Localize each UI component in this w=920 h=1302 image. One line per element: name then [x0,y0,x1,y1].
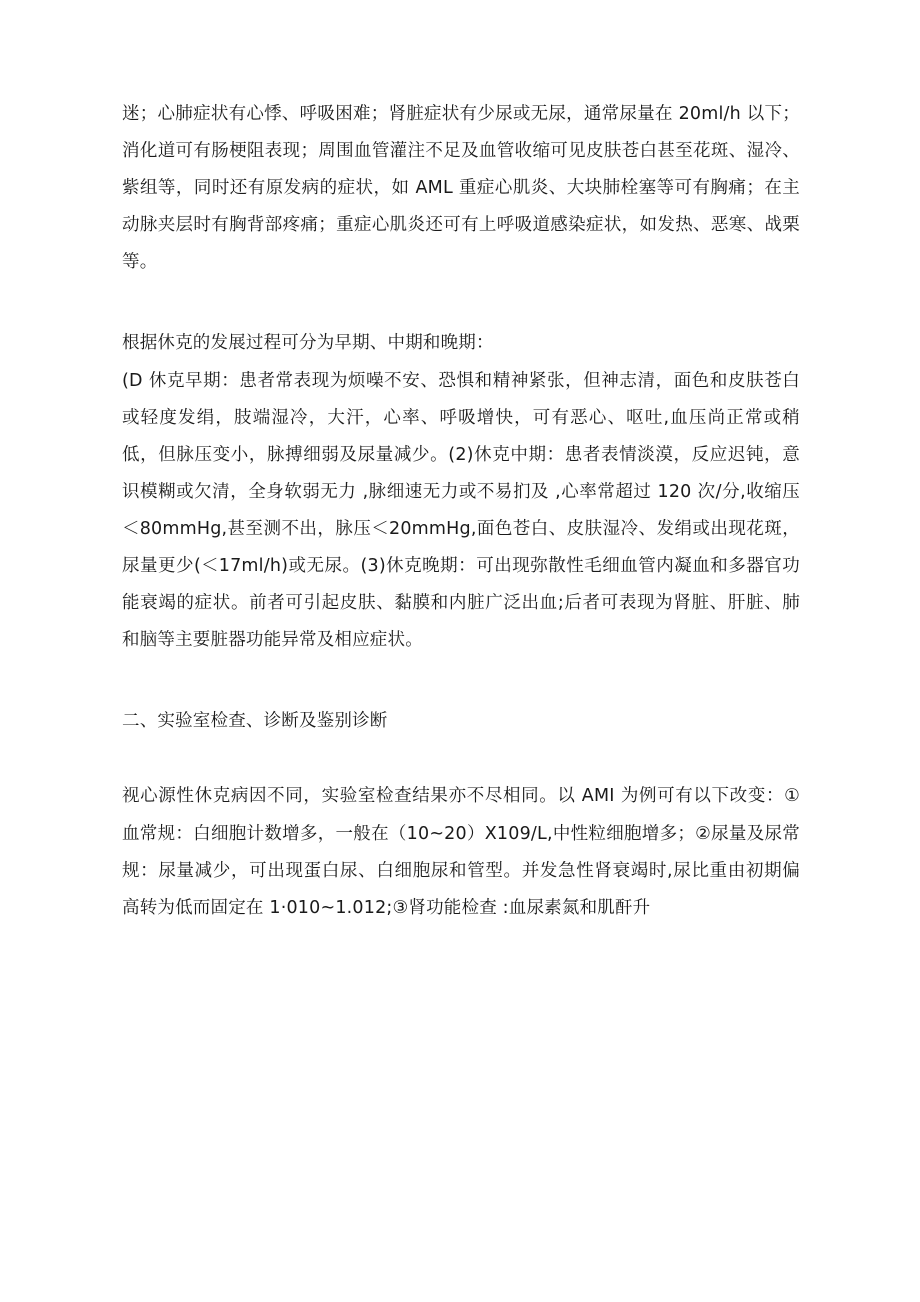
section-heading-lab-diagnosis: 二、实验室检查、诊断及鉴别诊断 [122,711,388,732]
heading-spacer [122,740,800,778]
paragraph-shock-stages-intro: 根据休克的发展过程可分为早期、中期和晚期： [122,333,494,354]
paragraph-lab-findings: 视心源性休克病因不同，实验室检查结果亦不尽相同。以 AMI 为例可有以下改变：①血常规：白细胞计数增多，一般在（10~20）X109/L,中性粒细胞增多；②尿量及尿常规：尿量减少，可出现蛋白尿、白细胞尿和管型。并发急性肾衰竭时,尿比重由初期偏高转为低而固定在 1·010~1.012;③肾功能检查 :血尿素氮和肌酐升 [122,786,800,918]
document-body [122,96,800,927]
paragraph-shock-stages-detail: (D 休克早期：患者常表现为烦噪不安、恐惧和精神紧张，但神志清，面色和皮肤苍白或轻度发绢，肢端湿冷，大汗，心率、呼吸增快，可有恶心、呕吐,血压尚正常或稍低，但脉压变小，脉搏细弱及尿量减少。(2)休克中期：患者表情淡漠，反应迟钝，意识模糊或欠清，全身软弱无力 ,脉细速无力或不易扪及 ,心率常超过 120 次/分,收缩压＜80mmHg,甚至测不出，脉压＜20mmHg,面色苍白、皮肤湿冷、发绢或出现花斑，尿量更少(＜17ml/h)或无尿。(3)休克晚期：可出现弥散性毛细血管内凝血和多器官功能衰竭的症状。前者可引起皮肤、黏膜和内脏广泛出血;后者可表现为肾脏、肝脏、肺和脑等主要脏器功能异常及相应症状。 [122,370,800,651]
paragraph-spacer [122,281,800,325]
paragraph-symptoms: 迷；心肺症状有心悸、呼吸困难；肾脏症状有少尿或无尿，通常尿量在 20ml/h 以下；消化道可有肠梗阻表现；周围血管灌注不足及血管收缩可见皮肤苍白甚至花斑、湿冷、紫组等，同时还有原发病的症状，如 AML 重症心肌炎、大块肺栓塞等可有胸痛；在主动脉夹层时有胸背部疼痛；重症心肌炎还可有上呼吸道感染症状，如发热、恶寒、战栗等。 [122,104,800,273]
section-spacer [122,659,800,703]
